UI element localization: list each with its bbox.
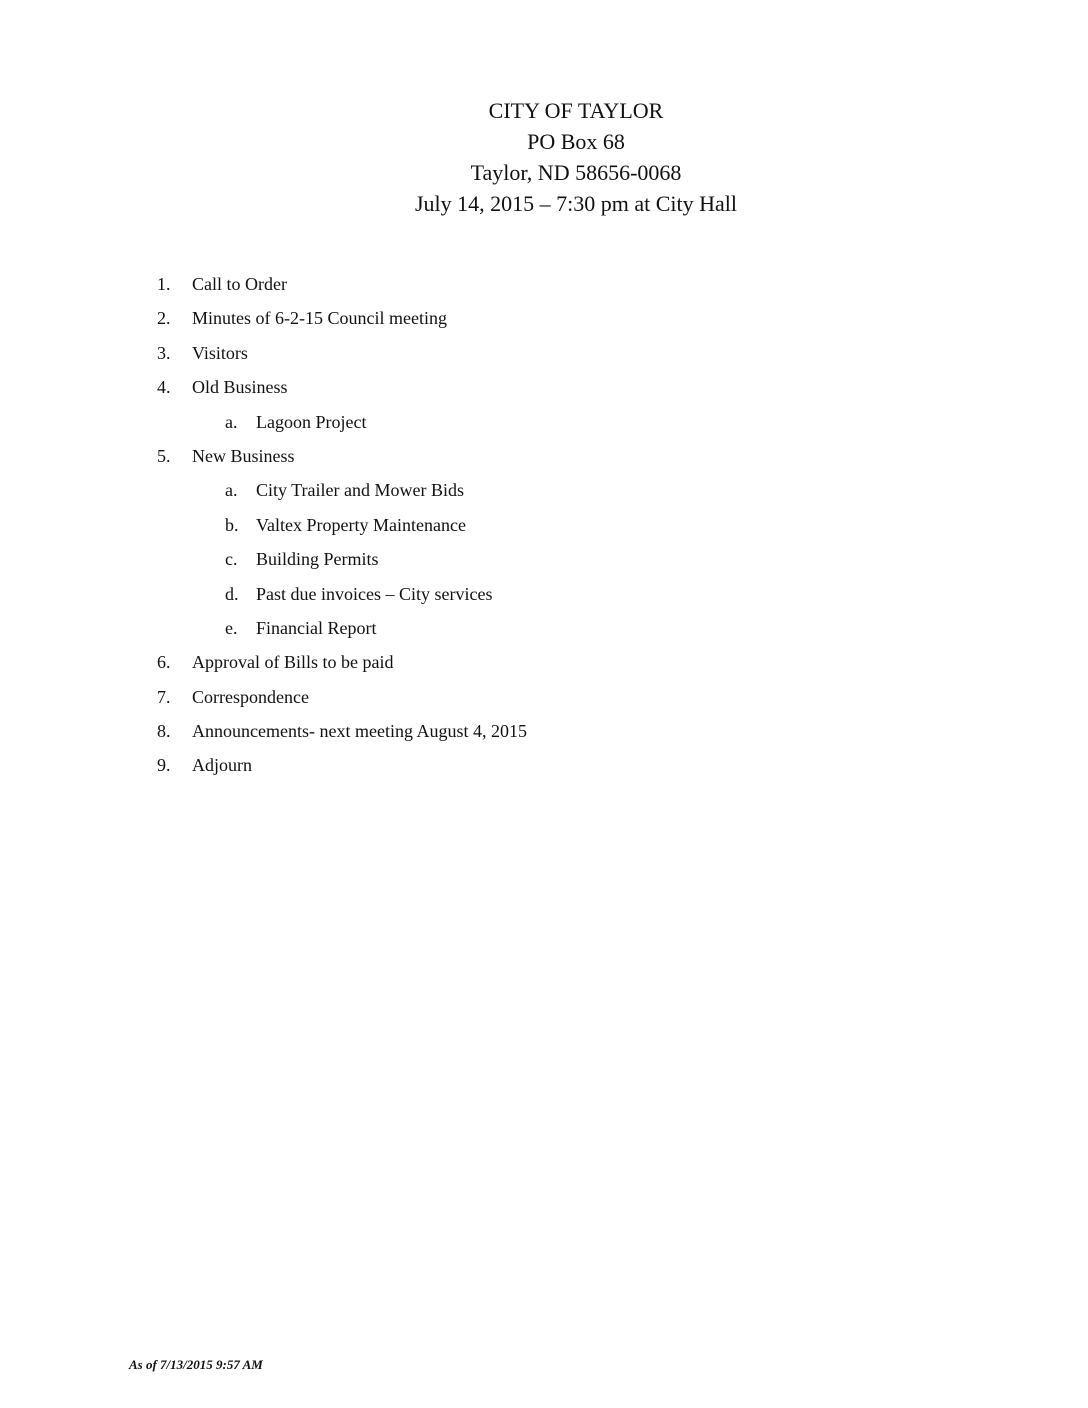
subitem-label: City Trailer and Mower Bids — [256, 480, 465, 501]
subitem-letter: a. — [225, 411, 238, 432]
item-number: 1. — [157, 274, 171, 294]
subitem-letter: c. — [225, 549, 238, 570]
subitem-label: Financial Report — [256, 617, 377, 638]
item-number: 5. — [157, 445, 171, 466]
subitem-label: Valtex Property Maintenance — [256, 514, 466, 535]
subitem-letter: b. — [225, 514, 239, 535]
item-number: 8. — [157, 721, 171, 742]
item-number: 6. — [157, 652, 171, 673]
item-number: 2. — [157, 308, 171, 329]
item-number: 4. — [157, 377, 171, 398]
subitem-letter: d. — [225, 583, 239, 604]
subitem-label: Past due invoices – City services — [256, 583, 493, 604]
item-number: 7. — [157, 686, 171, 707]
item-label: Minutes of 6-2-15 Council meeting — [192, 308, 447, 329]
city-name: CITY OF TAYLOR — [488, 98, 664, 123]
item-label: New Business — [192, 445, 295, 466]
subitem-letter: a. — [225, 480, 238, 501]
po-box: PO Box 68 — [527, 129, 625, 154]
item-number: 3. — [157, 342, 171, 363]
meeting-date-time: July 14, 2015 – 7:30 pm at City Hall — [414, 191, 738, 216]
subitem-label: Lagoon Project — [256, 411, 367, 432]
item-label: Call to Order — [192, 274, 287, 294]
item-label: Approval of Bills to be paid — [192, 652, 394, 673]
document-header — [0, 95, 1088, 219]
subitem-label: Building Permits — [256, 549, 379, 570]
footer-timestamp: As of 7/13/2015 9:57 AM — [129, 1357, 263, 1372]
city-address: Taylor, ND 58656-0068 — [470, 160, 682, 185]
item-label: Correspondence — [192, 686, 309, 707]
item-label: Visitors — [192, 342, 248, 363]
item-label: Adjourn — [192, 755, 252, 776]
item-label: Old Business — [192, 377, 288, 398]
item-number: 9. — [157, 755, 171, 776]
item-label: Announcements- next meeting August 4, 2015 — [192, 721, 527, 742]
subitem-letter: e. — [225, 617, 238, 638]
